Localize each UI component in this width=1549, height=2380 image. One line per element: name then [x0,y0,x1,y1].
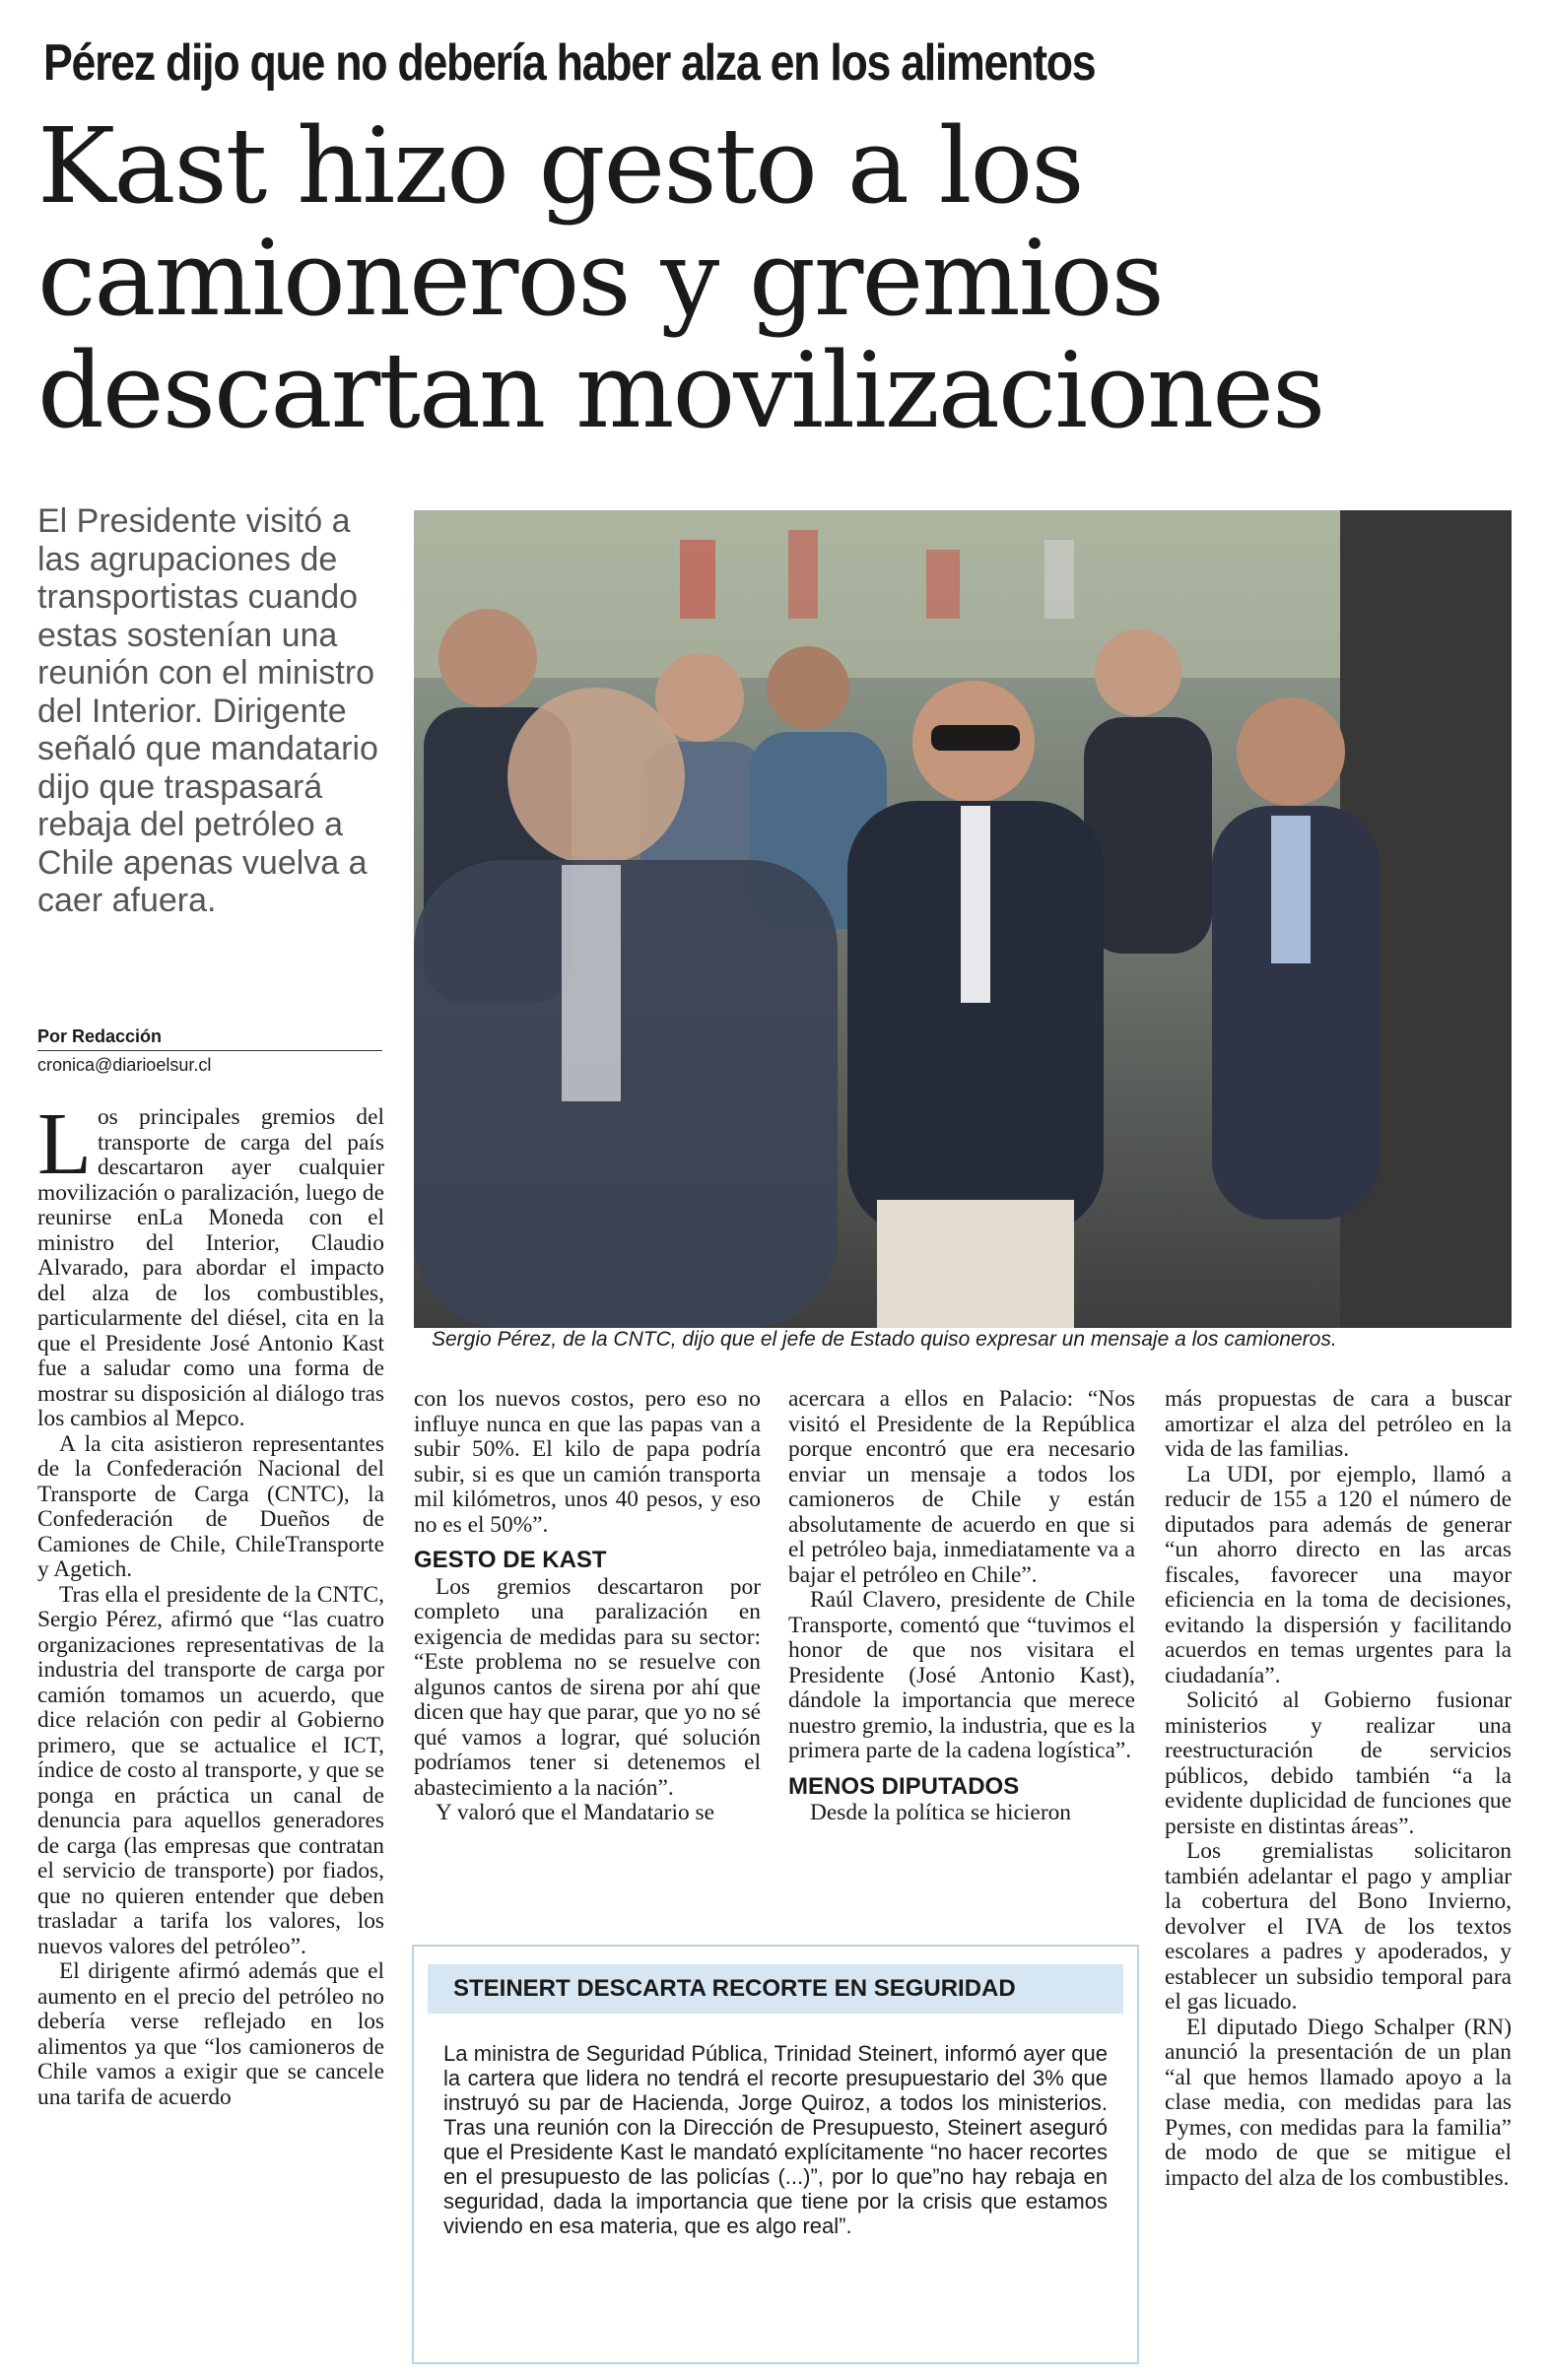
column-3 [788,1387,1135,1826]
sidebar-box [412,1945,1139,2364]
headline-line-3: descartan movilizaciones [37,330,1324,451]
paragraph: Solicitó al Gobierno fusionar ministerios y realizar una reestructuración de servicios públicos, debido también “a la evidente duplicidad de funciones que persiste en distintas áreas”. [1165,1687,1512,1839]
subhead-gesto: GESTO DE KAST [414,1547,607,1573]
paragraph: La UDI, por ejemplo, llamó a reducir de 155 a 120 el número de diputados para además de generar “un ahorro directo en las arcas fiscales, favorecer una mayor eficiencia en la toma de decisiones, evitando la dispersión y facilitando acuerdos en temas urgentes para la ciudadanía”. [1165,1461,1512,1688]
photo-illustration [414,510,1512,1328]
headline-line-1: Kast hizo gesto a los [37,105,1083,227]
article-photo [414,510,1512,1328]
dropcap: L [37,1095,92,1193]
byline [37,1026,382,1076]
paragraph: con los nuevos costos, pero eso no influye nunca en que las papas van a subir 50%. El kilo de papa podría subir, si es que un camión transporta mil kilómetros, unos 40 pesos, y eso no es el 50%”. [414,1386,761,1538]
headline-line-2: camioneros y gremios [37,218,1163,339]
column-4 [1165,1387,1512,2191]
paragraph: acercara a ellos en Palacio: “Nos visitó el Presidente de la República porque encontró que era necesario enviar un mensaje a todos los camioneros de Chile y están absolutamente de acuerdo en que si el petróleo baja, inmediatamente va a bajar el petróleo en Chile”. [788,1386,1135,1588]
column-2 [414,1387,761,1826]
paragraph: El diputado Diego Schalper (RN) anunció la presentación de un plan “al que hemos llamado apoyo a la clase media, con medidas para las Pymes, con medidas para la familia” de modo de que se mitigue el impacto del alza de los combustibles. [1165,2014,1512,2191]
lead-paragraph: El Presidente visitó a las agrupaciones de transportistas cuando estas sostenían una reunión con el ministro del Interior. Dirigente señaló que mandatario dijo que traspasará rebaja del petróleo a Chile apenas vuelva a caer afuera. [37,502,378,919]
paragraph: más propuestas de cara a buscar amortizar el alza del petróleo en la vida de las familias. [1165,1386,1512,1462]
paragraph: Los gremialistas solicitaron también adelantar el pago y ampliar la cobertura del Bono Invierno, devolver el IVA de los textos escolares a padres y apoderados, y establecer un subsidio temporal para el gas licuado. [1165,1838,1512,2015]
paragraph: Los gremios descartaron por completo una paralización en exigencia de medidas para su sector: “Este problema no se resuelve con algunos cantos de sirena por ahí que dicen que hay que parar, que yo no sé qué vamos a lograr, qué solución podríamos tener si detenemos el abastecimiento a la nación”. [414,1573,761,1801]
column-1 [37,1095,384,2110]
paragraph: El dirigente afirmó además que el aumento en el precio del petróleo no debería verse reflejado en los alimentos ya que “los camioneros de Chile vamos a exigir que se cancele una tarifa de acuerdo [37,1958,384,2110]
author: Por Redacción [37,1026,382,1051]
author-email: cronica@diarioelsur.cl [37,1055,212,1075]
box-title: STEINERT DESCARTA RECORTE EN SEGURIDAD [428,1964,1123,2014]
paragraph: Y valoró que el Mandatario se [436,1800,714,1825]
kicker: Pérez dijo que no debería haber alza en los alimentos [43,34,1096,92]
headline [37,105,1417,451]
paragraph: Raúl Clavero, presidente de Chile Transporte, comentó que “tuvimos el honor de que nos visitara el Presidente (José Antonio Kast), dándole la importancia que merece nuestro gremio, la industria, que es la primera parte de la cadena logística”. [788,1587,1135,1763]
paragraph: Tras ella el presidente de la CNTC, Sergio Pérez, afirmó que “las cuatro organizaciones representativas de la industria del transporte de carga por camión tomamos un acuerdo, que dice relación con pedir al Gobierno primero, que se actualice el ICT, índice de costo al transporte, y que se ponga en práctica un canal de denuncia para aquellos generadores de carga (las empresas que contratan el servicio de transporte) por fiados, que no quieren entender que deben trasladar a tarifa los valores, los nuevos valores del petróleo”. [37,1581,384,1959]
photo-caption: Sergio Pérez, de la CNTC, dijo que el jefe de Estado quiso expresar un mensaje a los camioneros. [432,1328,1337,1351]
box-body: La ministra de Seguridad Pública, Trinidad Steinert, informó ayer que la cartera que lidera no tendrá el recorte presupuestario del 3% que instruyó su par de Hacienda, Jorge Quiroz, a todos los ministerios. Tras una reunión con la Dirección de Presupuesto, Steinert aseguró que el Presidente Kast le mandató explícitamente “no hacer recortes en el presupuesto de las policías (...)”, por lo que”no hay rebaja en seguridad, dada la importancia que tiene por la crisis que estamos viviendo en esa materia, que es algo real”. [443,2041,1108,2238]
paragraph: A la cita asistieron representantes de la Confederación Nacional del Transporte de Carga (CNTC), la Confederación de Dueños de Camiones de Chile, ChileTransporte y Agetich. [37,1430,384,1582]
paragraph: Desde la política se hicieron [810,1800,1071,1825]
paragraph: Los principales gremios del transporte de carga del país descartaron ayer cualquier movilización o paralización, luego de reunirse enLa Moneda con el ministro del Interior, Claudio Alvarado, para abordar el impacto del alza de los combustibles, particularmente del diésel, cita en la que el Presidente José Antonio Kast fue a saludar como una forma de mostrar su disposición al diálogo tras los cambios al Mepco. [37,1095,384,1431]
subhead-menos-diputados: MENOS DIPUTADOS [788,1772,1020,1800]
